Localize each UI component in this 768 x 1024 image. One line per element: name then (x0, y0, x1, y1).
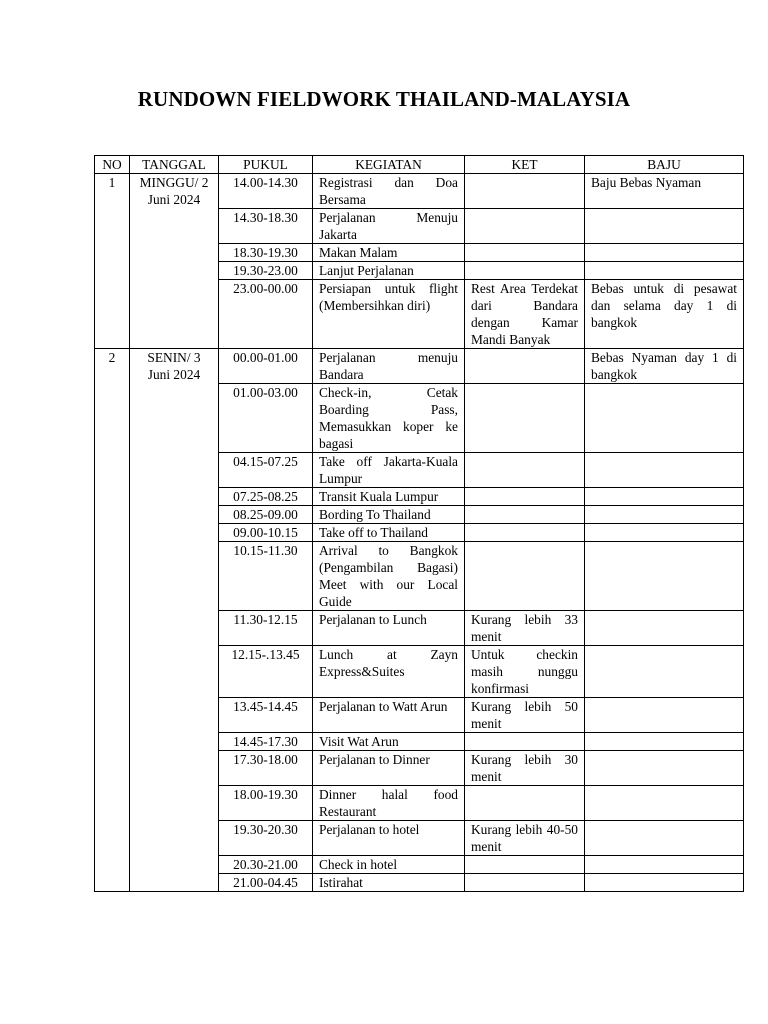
note-cell: Kurang lebih 33 menit (465, 611, 585, 646)
activity-cell: Perjalanan menuju Bandara (313, 349, 465, 384)
table-row (95, 349, 744, 384)
note-cell (465, 786, 585, 821)
note-cell (465, 542, 585, 611)
day-date-cell: SENIN/ 3 Juni 2024 (130, 349, 219, 892)
activity-cell: Perjalanan to Watt Arun (313, 698, 465, 733)
note-cell: Rest Area Terdekat dari Bandara dengan Kamar Mandi Banyak (465, 280, 585, 349)
time-cell: 19.30-20.30 (219, 821, 313, 856)
activity-cell: Arrival to Bangkok (Pengambilan Bagasi) Meet with our Local Guide (313, 542, 465, 611)
outfit-cell (585, 751, 744, 786)
day-date-cell: MINGGU/ 2 Juni 2024 (130, 174, 219, 349)
note-cell (465, 488, 585, 506)
activity-cell: Perjalanan to Dinner (313, 751, 465, 786)
header-baju: BAJU (585, 156, 744, 174)
time-cell: 09.00-10.15 (219, 524, 313, 542)
time-cell: 13.45-14.45 (219, 698, 313, 733)
outfit-cell (585, 611, 744, 646)
day-number-cell: 2 (95, 349, 130, 892)
activity-cell: Istirahat (313, 874, 465, 892)
outfit-cell: Bebas Nyaman day 1 di bangkok (585, 349, 744, 384)
header-row (95, 156, 744, 174)
activity-cell: Lanjut Perjalanan (313, 262, 465, 280)
outfit-cell (585, 786, 744, 821)
outfit-cell (585, 453, 744, 488)
outfit-cell (585, 542, 744, 611)
note-cell (465, 349, 585, 384)
time-cell: 18.30-19.30 (219, 244, 313, 262)
activity-cell: Bording To Thailand (313, 506, 465, 524)
activity-cell: Perjalanan to Lunch (313, 611, 465, 646)
time-cell: 11.30-12.15 (219, 611, 313, 646)
outfit-cell: Baju Bebas Nyaman (585, 174, 744, 209)
activity-cell: Check in hotel (313, 856, 465, 874)
time-cell: 08.25-09.00 (219, 506, 313, 524)
time-cell: 14.45-17.30 (219, 733, 313, 751)
time-cell: 07.25-08.25 (219, 488, 313, 506)
note-cell: Untuk checkin masih nunggu konfirmasi (465, 646, 585, 698)
activity-cell: Transit Kuala Lumpur (313, 488, 465, 506)
activity-cell: Perjalanan to hotel (313, 821, 465, 856)
activity-cell: Take off to Thailand (313, 524, 465, 542)
outfit-cell (585, 821, 744, 856)
time-cell: 14.30-18.30 (219, 209, 313, 244)
header-no: NO (95, 156, 130, 174)
time-cell: 21.00-04.45 (219, 874, 313, 892)
outfit-cell (585, 262, 744, 280)
document-title: RUNDOWN FIELDWORK THAILAND-MALAYSIA (137, 87, 631, 111)
table-body (95, 174, 744, 892)
outfit-cell (585, 506, 744, 524)
outfit-cell (585, 244, 744, 262)
rundown-table (94, 155, 744, 892)
note-cell (465, 856, 585, 874)
outfit-cell (585, 209, 744, 244)
note-cell (465, 453, 585, 488)
note-cell (465, 506, 585, 524)
note-cell (465, 524, 585, 542)
time-cell: 17.30-18.00 (219, 751, 313, 786)
outfit-cell (585, 698, 744, 733)
note-cell (465, 174, 585, 209)
note-cell (465, 209, 585, 244)
outfit-cell (585, 524, 744, 542)
activity-cell: Persiapan untuk flight (Membersihkan diri) (313, 280, 465, 349)
time-cell: 10.15-11.30 (219, 542, 313, 611)
header-tanggal: TANGGAL (130, 156, 219, 174)
time-cell: 00.00-01.00 (219, 349, 313, 384)
note-cell (465, 733, 585, 751)
table-row (95, 174, 744, 209)
note-cell (465, 244, 585, 262)
time-cell: 18.00-19.30 (219, 786, 313, 821)
outfit-cell (585, 488, 744, 506)
time-cell: 23.00-00.00 (219, 280, 313, 349)
time-cell: 19.30-23.00 (219, 262, 313, 280)
note-cell (465, 262, 585, 280)
activity-cell: Visit Wat Arun (313, 733, 465, 751)
note-cell (465, 874, 585, 892)
outfit-cell (585, 856, 744, 874)
header-kegiatan: KEGIATAN (313, 156, 465, 174)
activity-cell: Check-in, Cetak Boarding Pass, Memasukkan koper ke bagasi (313, 384, 465, 453)
outfit-cell: Bebas untuk di pesawat dan selama day 1 di bangkok (585, 280, 744, 349)
time-cell: 20.30-21.00 (219, 856, 313, 874)
time-cell: 04.15-07.25 (219, 453, 313, 488)
note-cell (465, 384, 585, 453)
time-cell: 01.00-03.00 (219, 384, 313, 453)
activity-cell: Perjalanan Menuju Jakarta (313, 209, 465, 244)
activity-cell: Registrasi dan Doa Bersama (313, 174, 465, 209)
time-cell: 14.00-14.30 (219, 174, 313, 209)
outfit-cell (585, 874, 744, 892)
note-cell: Kurang lebih 30 menit (465, 751, 585, 786)
activity-cell: Makan Malam (313, 244, 465, 262)
time-cell: 12.15-.13.45 (219, 646, 313, 698)
table-header (95, 156, 744, 174)
activity-cell: Take off Jakarta-Kuala Lumpur (313, 453, 465, 488)
outfit-cell (585, 384, 744, 453)
activity-cell: Lunch at Zayn Express&Suites (313, 646, 465, 698)
day-number-cell: 1 (95, 174, 130, 349)
header-pukul: PUKUL (219, 156, 313, 174)
note-cell: Kurang lebih 50 menit (465, 698, 585, 733)
outfit-cell (585, 733, 744, 751)
activity-cell: Dinner halal food Restaurant (313, 786, 465, 821)
note-cell: Kurang lebih 40-50 menit (465, 821, 585, 856)
outfit-cell (585, 646, 744, 698)
header-ket: KET (465, 156, 585, 174)
